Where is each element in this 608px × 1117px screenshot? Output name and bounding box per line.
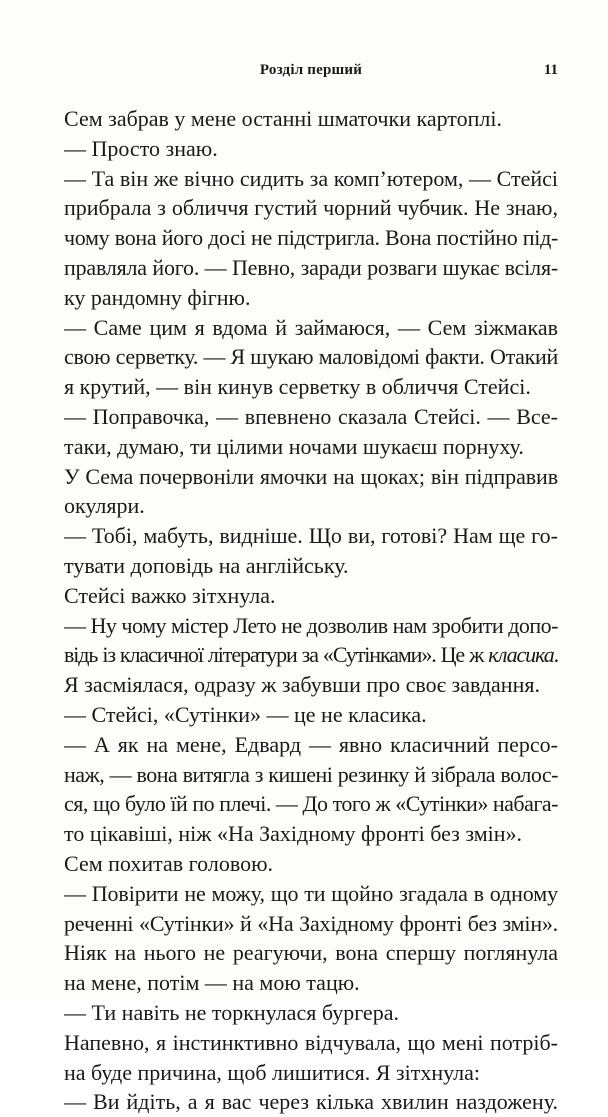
- text-line: ку рандомну фігню.: [64, 284, 251, 310]
- text-line: Ніяк на нього не реагуючи, вона спершу поглянула: [64, 940, 558, 966]
- text-line: — Та він же вічно сидить за комп’ютером, — Стейсі: [64, 165, 558, 191]
- text-line: реченні «Сутінки» й «На Західному фронті без змін».: [64, 910, 558, 936]
- text-line: — Повірити не можу, що ти щойно згадала в одному: [64, 880, 558, 906]
- text-line: Сем похитав головою.: [64, 850, 273, 876]
- text-line: чому вона його досі не підстригла. Вона постійно під-: [64, 225, 558, 251]
- text-line: окуляри.: [64, 493, 145, 519]
- text-line: У Сема почервоніли ямочки на щоках; він підправив: [64, 463, 558, 489]
- text-line: — Ти навіть не торкнулася бургера.: [64, 999, 399, 1025]
- page-number: 11: [543, 62, 558, 78]
- text-line: Я засміялася, одразу ж забувши про своє завдання.: [64, 672, 540, 698]
- text-line: я крутий, — він кинув серветку в обличчя Стейсі.: [64, 374, 531, 400]
- emphasis-text: класика: [488, 642, 554, 668]
- body-text: [64, 104, 558, 1117]
- chapter-title: Розділ перший: [259, 62, 363, 78]
- text-line: — Просто знаю.: [64, 135, 218, 161]
- text-line: тувати доповідь на англійську.: [64, 552, 349, 578]
- text-line: наж, — вона витягла з кишені резинку й зібрала волос-: [64, 761, 558, 787]
- text-line: таки, думаю, ти цілими ночами шукаєш порнуху.: [64, 433, 524, 459]
- text-line: — Ну чому містер Лето не дозволив нам зробити допо-: [64, 612, 558, 638]
- text-line: — Ви йдіть, а я вас через кілька хвилин наздожену.: [64, 1089, 558, 1115]
- text-line: свою серветку. — Я шукаю маловідомі факти. Отакий: [64, 344, 558, 370]
- text-line: відь із класичної літератури за «Сутінками». Це ж класика.: [64, 642, 558, 668]
- text-line: Сем забрав у мене останні шматочки картоплі.: [64, 106, 502, 131]
- text-line: — Стейсі, «Сутінки» — це не класика.: [64, 701, 427, 727]
- text-line: правляла його. — Певно, заради розваги шукає всіля-: [64, 254, 558, 280]
- text-line: — Саме цим я вдома й займаюся, — Сем зіжмакав: [64, 314, 558, 340]
- text-line: ся, що було їй по плечі. — До того ж «Сутінки» набага-: [64, 791, 558, 817]
- text-line: прибрала з обличчя густий чорний чубчик. Не знаю,: [64, 195, 558, 221]
- running-head: [64, 60, 558, 84]
- text-line: на буде причина, щоб лишитися. Я зітхнула:: [64, 1059, 481, 1085]
- text-line: — Тобі, мабуть, видніше. Що ви, готові? Нам ще го-: [64, 523, 558, 549]
- text-line: на мене, потім — на мою тацю.: [64, 970, 360, 996]
- text-line: Стейсі важко зітхнула.: [64, 582, 276, 608]
- text-line: то цікавіші, ніж «На Західному фронті без змін».: [64, 821, 523, 847]
- text-line: Напевно, я інстинктивно відчувала, що мені потріб-: [64, 1029, 558, 1055]
- text-line: — А як на мене, Едвард — явно класичний персо-: [64, 731, 558, 757]
- text-line: — Поправочка, — впевнено сказала Стейсі. — Все-: [64, 403, 558, 429]
